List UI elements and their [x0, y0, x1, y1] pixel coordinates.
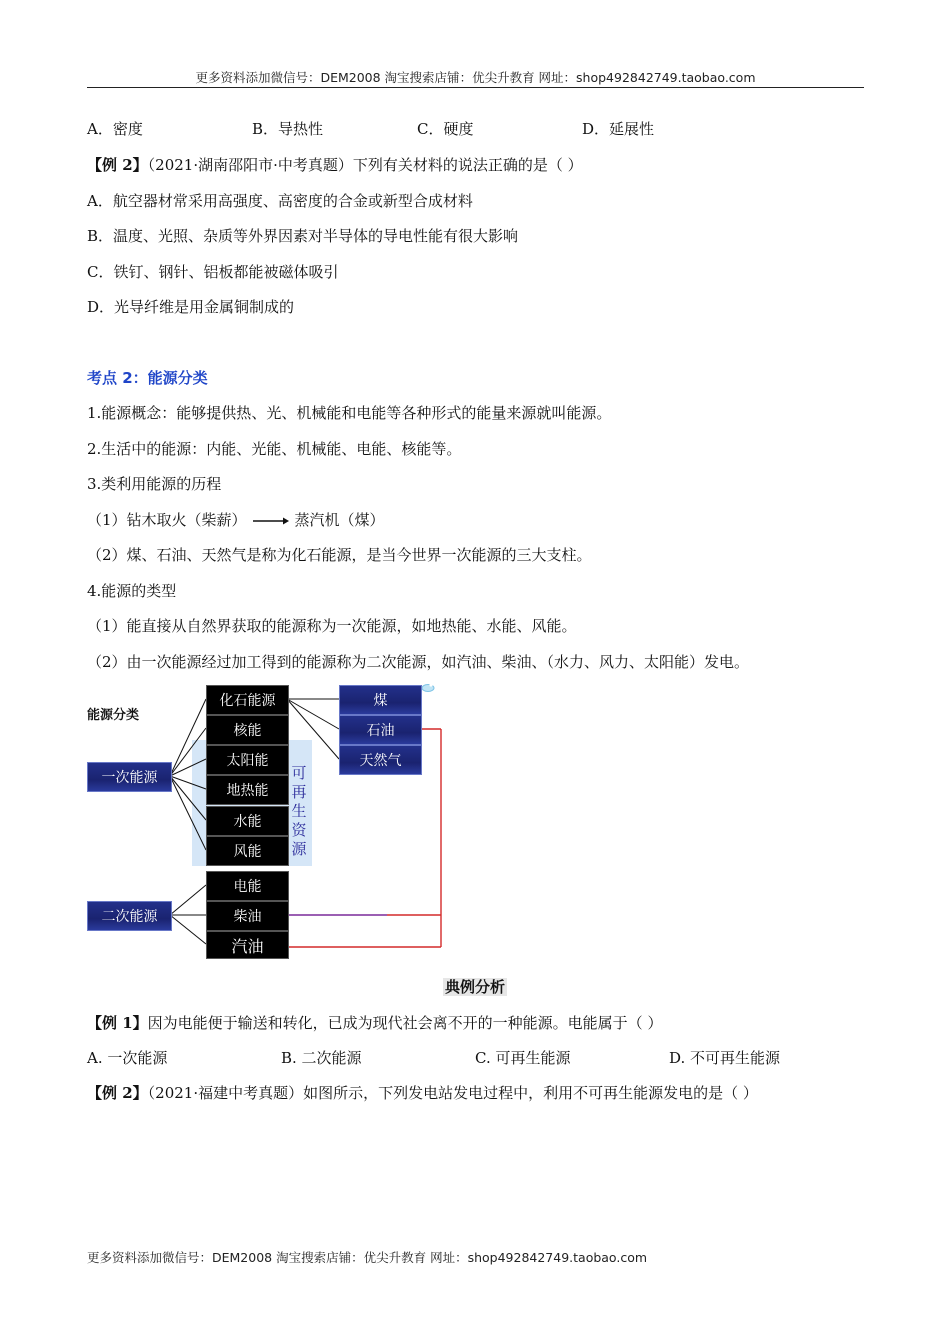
- example-2-power: [87, 1082, 758, 1103]
- kp-line-2: 2.生活中的能源：内能、光能、机械能、电能、核能等。: [87, 440, 462, 458]
- kp-line-4: （2）煤、石油、天然气是称为化石能源，是当今世界一次能源的三大支柱。: [87, 546, 592, 564]
- history-line: [87, 509, 385, 530]
- fossil-energy-box: 化石能源: [206, 685, 289, 715]
- ex1-option-c: C. 可再生能源: [475, 1049, 571, 1067]
- diesel-box: 柴油: [206, 901, 289, 931]
- ex1-option-b: B. 二次能源: [281, 1049, 362, 1067]
- geothermal-energy-box: 地热能: [206, 775, 289, 805]
- kp-line-7: （2）由一次能源经过加工得到的能源称为二次能源，如汽油、柴油、（水力、风力、太阳能）发电。: [87, 653, 750, 671]
- renewable-label: 可 再 生 资 源: [291, 764, 307, 858]
- example-2-materials: [87, 154, 583, 175]
- energy-classification-diagram: [87, 680, 447, 958]
- right-arrow-icon: [253, 516, 289, 526]
- kp-line-1: 1.能源概念：能够提供热、光、机械能和电能等各种形式的能量来源就叫能源。: [87, 404, 612, 422]
- ex2-option-b: B．温度、光照、杂质等外界因素对半导体的导电性能有很大影响: [87, 227, 519, 245]
- header-divider: [87, 87, 864, 88]
- page-header: 更多资料添加微信号：DEM2008 淘宝搜索店铺：优尖升教育 网址：shop492842749.taobao.com: [195, 70, 756, 85]
- option-d: D．延展性: [582, 120, 655, 138]
- ex1-option-a: A. 一次能源: [87, 1049, 168, 1067]
- electric-energy-box: 电能: [206, 871, 289, 901]
- example-tag: 【例 2】: [87, 156, 148, 174]
- nuclear-energy-box: 核能: [206, 715, 289, 745]
- secondary-energy-box: 二次能源: [87, 901, 172, 931]
- example-tag: 【例 1】: [87, 1014, 148, 1032]
- oil-box: 石油: [339, 715, 422, 745]
- kp-line-5: 4.能源的类型: [87, 582, 177, 600]
- section-title: 典例分析: [444, 978, 505, 996]
- example-tag: 【例 2】: [87, 1084, 148, 1102]
- ex2-option-d: D．光导纤维是用金属铜制成的: [87, 298, 295, 316]
- natural-gas-box: 天然气: [339, 745, 422, 775]
- option-a: A．密度: [87, 120, 143, 138]
- history-right: 蒸汽机（煤）: [294, 511, 385, 529]
- example-stem: （2021·湖南邵阳市·中考真题）下列有关材料的说法正确的是（ ）: [147, 156, 583, 174]
- primary-energy-box: 一次能源: [87, 762, 172, 792]
- example-stem: 因为电能便于输送和转化，已成为现代社会离不开的一种能源。电能属于（ ）: [147, 1014, 663, 1032]
- solar-energy-box: 太阳能: [206, 745, 289, 775]
- wind-energy-box: 风能: [206, 836, 289, 866]
- kp-line-3: 3.类利用能源的历程: [87, 475, 222, 493]
- ex1-option-d: D. 不可再生能源: [669, 1049, 781, 1067]
- hydro-energy-box: 水能: [206, 806, 289, 836]
- history-left: （1）钻木取火（柴薪）: [87, 511, 247, 529]
- page-footer: 更多资料添加微信号：DEM2008 淘宝搜索店铺：优尖升教育 网址：shop492842749.taobao.com: [87, 1250, 648, 1265]
- ex2-option-c: C．铁钉、钢针、铝板都能被磁体吸引: [87, 263, 339, 281]
- example-1: [87, 1012, 662, 1033]
- ex2-option-a: A．航空器材常采用高强度、高密度的合金或新型合成材料: [87, 192, 473, 210]
- key-point-title: 考点 2：能源分类: [87, 369, 208, 387]
- coal-box: 煤: [339, 685, 422, 715]
- option-b: B．导热性: [252, 120, 324, 138]
- gasoline-box: 汽油: [206, 931, 289, 959]
- example-stem: （2021·福建中考真题）如图所示，下列发电站发电过程中，利用不可再生能源发电的是（ ）: [147, 1084, 758, 1102]
- sparkle-icon: [422, 683, 434, 691]
- option-c: C．硬度: [417, 120, 474, 138]
- diagram-title: 能源分类: [87, 708, 140, 723]
- kp-line-6: （1）能直接从自然界获取的能源称为一次能源，如地热能、水能、风能。: [87, 617, 577, 635]
